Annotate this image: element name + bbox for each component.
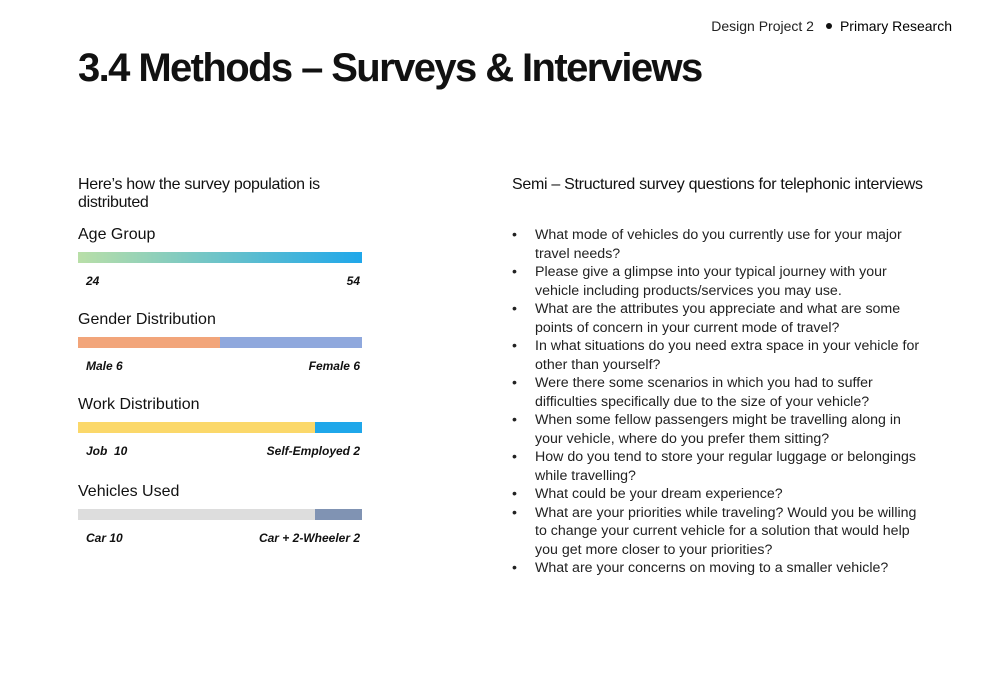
stat-right-value: Self-Employed 2 <box>266 444 360 458</box>
bullet-icon: • <box>512 486 517 502</box>
age-gradient-bar <box>78 252 362 263</box>
bullet-icon: • <box>512 375 517 391</box>
interview-questions-panel <box>512 176 952 576</box>
question-text: Were there some scenarios in which you had to suffer difficulties specifically due to the size of your vehicle? <box>535 375 873 410</box>
bar-segment-secondary <box>315 509 362 520</box>
bullet-icon: • <box>512 412 517 428</box>
bar-segment-primary <box>78 422 315 433</box>
stat-label: Vehicles Used <box>78 483 180 500</box>
stat-values <box>86 531 360 545</box>
stat-values <box>86 444 360 458</box>
page-title: 3.4 Methods – Surveys & Interviews <box>78 46 702 90</box>
stat-values <box>86 359 360 373</box>
question-item <box>512 374 932 411</box>
stat-max-value: 54 <box>346 274 360 288</box>
question-text: In what situations do you need extra space in your vehicle for other than yourself? <box>535 338 920 373</box>
bullet-icon: • <box>512 301 517 317</box>
question-text: When some fellow passengers might be travelling along in your vehicle, where do you prefer them sitting? <box>535 412 901 447</box>
stat-min-value: 24 <box>86 274 100 288</box>
question-item <box>512 411 932 448</box>
page-header <box>711 18 952 34</box>
stat-right-value: Female 6 <box>308 359 360 373</box>
question-item <box>512 226 932 263</box>
question-item <box>512 559 932 578</box>
bar-segment-secondary <box>220 337 362 348</box>
bullet-icon: • <box>512 264 517 280</box>
bar-segment-primary <box>78 337 220 348</box>
bullet-icon: • <box>512 449 517 465</box>
question-list <box>512 226 932 578</box>
bullet-icon: • <box>512 504 517 521</box>
stat-label: Gender Distribution <box>78 311 216 328</box>
stat-left-value: Car 10 <box>86 531 123 545</box>
survey-distribution-panel <box>78 176 362 545</box>
question-item <box>512 300 932 337</box>
survey-heading: Here’s how the survey population is distributed <box>78 176 320 211</box>
stat-label: Work Distribution <box>78 396 200 413</box>
stat-work-distribution <box>78 396 362 458</box>
stat-left-value: Job 10 <box>86 444 128 458</box>
stat-left-value: Male 6 <box>86 359 123 373</box>
work-split-bar <box>78 422 362 433</box>
question-text: How do you tend to store your regular luggage or belongings while travelling? <box>535 449 916 484</box>
interviews-heading: Semi – Structured survey questions for telephonic interviews <box>512 176 923 193</box>
stat-right-value: Car + 2-Wheeler 2 <box>258 531 360 545</box>
stat-values <box>86 274 360 288</box>
stat-age-group <box>78 226 362 288</box>
question-text: What are the attributes you appreciate and what are some points of concern in your current mode of travel? <box>535 301 901 336</box>
bar-segment-secondary <box>315 422 362 433</box>
question-item <box>512 485 932 504</box>
question-item <box>512 448 932 485</box>
vehicles-split-bar <box>78 509 362 520</box>
section-name: Primary Research <box>839 18 952 34</box>
separator-dot-icon <box>826 23 832 29</box>
bar-segment-primary <box>78 509 315 520</box>
question-text: What mode of vehicles do you currently use for your major travel needs? <box>535 227 902 262</box>
stat-gender-distribution <box>78 311 362 373</box>
question-item <box>512 337 932 374</box>
question-text: What are your concerns on moving to a smaller vehicle? <box>535 560 889 576</box>
stat-label: Age Group <box>78 226 156 243</box>
bullet-icon: • <box>512 338 517 354</box>
question-item <box>512 263 932 300</box>
bullet-icon: • <box>512 227 517 243</box>
project-name: Design Project 2 <box>711 18 814 34</box>
question-text: What could be your dream experience? <box>535 486 783 502</box>
question-text: Please give a glimpse into your typical journey with your vehicle including products/services you may use. <box>535 264 887 299</box>
stat-vehicles-used <box>78 483 362 545</box>
bullet-icon: • <box>512 560 517 576</box>
gender-split-bar <box>78 337 362 348</box>
question-text: What are your priorities while traveling? Would you be willing to change your current vehicle for a solution that would help you get more closer to your priorities? <box>535 504 917 558</box>
question-item <box>512 504 932 560</box>
